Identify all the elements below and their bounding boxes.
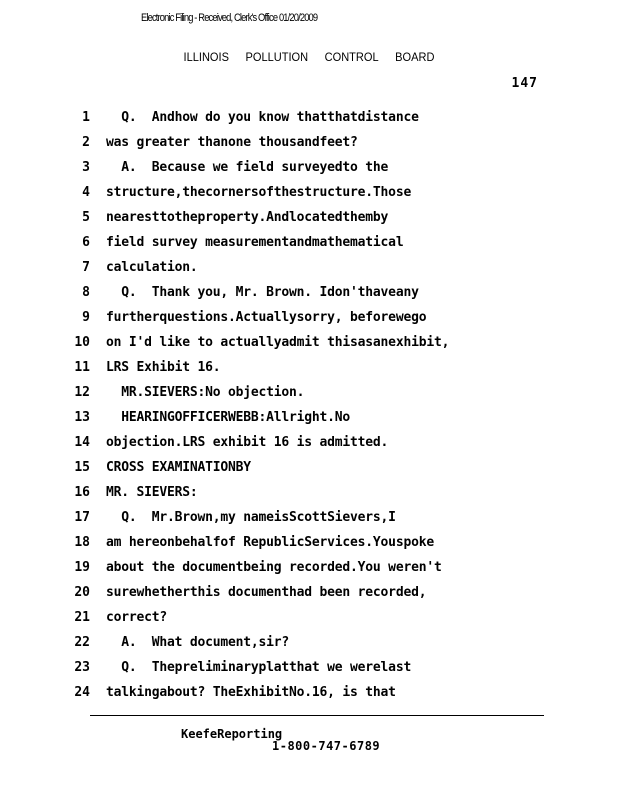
transcript-line — [0, 385, 618, 405]
transcript-line — [0, 185, 618, 205]
line-text: talkingabout? TheExhibitNo.16, is that — [106, 685, 396, 700]
line-text: structure,thecornersofthestructure.Those — [106, 185, 412, 200]
line-text: A. Because we field surveyedto the — [106, 160, 389, 175]
line-number: 8 — [82, 285, 90, 300]
transcript-line — [0, 435, 618, 455]
transcript-line — [0, 360, 618, 380]
line-number: 17 — [74, 510, 90, 525]
transcript-line — [0, 485, 618, 505]
line-text: about the documentbeing recorded.You weren't — [106, 560, 442, 575]
line-text: Q. Thepreliminaryplatthat we werelast — [106, 660, 412, 675]
transcript-line — [0, 560, 618, 580]
line-text: CROSS EXAMINATIONBY — [106, 460, 251, 475]
transcript-line — [0, 535, 618, 555]
line-number: 23 — [74, 660, 90, 675]
transcript-line — [0, 310, 618, 330]
board-word: BOARD — [395, 50, 435, 64]
line-number: 18 — [74, 535, 90, 550]
transcript-line — [0, 160, 618, 180]
clerk-filing-stamp: Electronic Filing - Received, Clerk's Office 01/20/2009 — [141, 12, 318, 24]
transcript-line — [0, 585, 618, 605]
line-number: 3 — [82, 160, 90, 175]
page-number: 147 — [511, 76, 538, 91]
footer-divider — [90, 715, 544, 716]
line-number: 20 — [74, 585, 90, 600]
line-text: A. What document,sir? — [106, 635, 290, 650]
transcript-line — [0, 235, 618, 255]
line-number: 9 — [82, 310, 90, 325]
reporter-name: KeefeReporting — [181, 727, 283, 741]
reporter-phone: 1-800-747-6789 — [272, 739, 381, 753]
line-number: 16 — [74, 485, 90, 500]
transcript-line — [0, 685, 618, 705]
line-text: calculation. — [106, 260, 198, 275]
line-text: am hereonbehalfof RepublicServices.Youspoke — [106, 535, 434, 550]
line-number: 14 — [74, 435, 90, 450]
line-number: 2 — [82, 135, 90, 150]
line-number: 10 — [74, 335, 90, 350]
transcript-line — [0, 210, 618, 230]
line-text: nearesttotheproperty.Andlocatedthemby — [106, 210, 389, 225]
transcript-line — [0, 510, 618, 530]
line-number: 15 — [74, 460, 90, 475]
transcript-line — [0, 635, 618, 655]
line-number: 21 — [74, 610, 90, 625]
line-number: 11 — [74, 360, 90, 375]
board-word: ILLINOIS — [183, 50, 229, 64]
line-text: Q. Mr.Brown,my nameisScottSievers,I — [106, 510, 396, 525]
line-text: correct? — [106, 610, 168, 625]
line-text: MR.SIEVERS:No objection. — [106, 385, 305, 400]
transcript-line — [0, 110, 618, 130]
line-text: furtherquestions.Actuallysorry, beforewego — [106, 310, 427, 325]
line-text: LRS Exhibit 16. — [106, 360, 221, 375]
line-number: 7 — [82, 260, 90, 275]
line-text: MR. SIEVERS: — [106, 485, 198, 500]
transcript-line — [0, 610, 618, 630]
line-number: 13 — [74, 410, 90, 425]
transcript-line — [0, 460, 618, 480]
line-number: 5 — [82, 210, 90, 225]
transcript-line — [0, 410, 618, 430]
line-number: 6 — [82, 235, 90, 250]
transcript-line — [0, 135, 618, 155]
line-number: 19 — [74, 560, 90, 575]
transcript-line — [0, 260, 618, 280]
transcript-line — [0, 335, 618, 355]
line-text: surewhetherthis documenthad been recorded, — [106, 585, 427, 600]
board-title — [25, 50, 594, 64]
transcript-line — [0, 285, 618, 305]
line-text: HEARINGOFFICERWEBB:Allright.No — [106, 410, 351, 425]
line-number: 12 — [74, 385, 90, 400]
line-text: on I'd like to actuallyadmit thisasanexhibit, — [106, 335, 450, 350]
board-word: CONTROL — [324, 50, 379, 64]
line-number: 1 — [82, 110, 90, 125]
line-number: 22 — [74, 635, 90, 650]
transcript-line — [0, 660, 618, 680]
line-text: Q. Thank you, Mr. Brown. Idon'thaveany — [106, 285, 419, 300]
line-text: was greater thanone thousandfeet? — [106, 135, 358, 150]
line-number: 4 — [82, 185, 90, 200]
line-text: objection.LRS exhibit 16 is admitted. — [106, 435, 389, 450]
board-word: POLLUTION — [245, 50, 309, 64]
line-text: Q. Andhow do you know thatthatdistance — [106, 110, 419, 125]
line-text: field survey measurementandmathematical — [106, 235, 404, 250]
line-number: 24 — [74, 685, 90, 700]
